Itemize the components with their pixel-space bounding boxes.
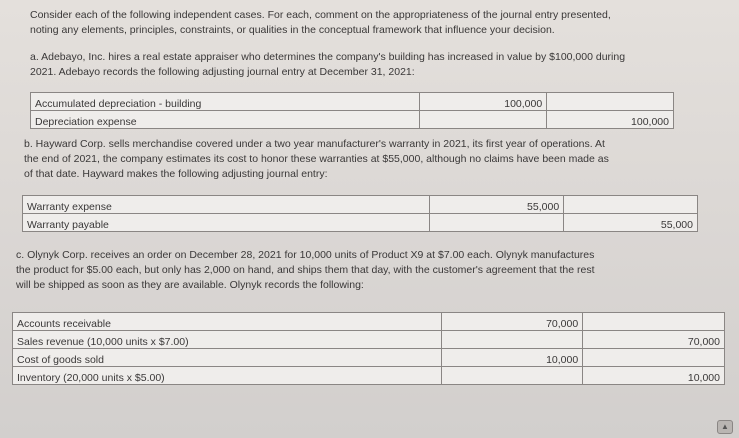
debit-cell [442,367,583,385]
debit-cell: 100,000 [420,93,547,111]
text-line: will be shipped as soon as they are available. Olynyk records the following: [16,279,364,291]
text-line: c. Olynyk Corp. receives an order on December 28, 2021 for 10,000 units of Product X9 at $7.00 each. Olynyk manufactures [16,249,595,261]
credit-cell: 10,000 [583,367,725,385]
text-line: b. Hayward Corp. sells merchandise covered under a two year manufacturer's warranty in 2021, its first year of operations. At [24,138,605,150]
debit-cell [430,214,564,232]
journal-row [13,367,725,385]
debit-cell [420,111,547,129]
case-c-journal-entry [12,312,725,385]
case-a-journal-entry [30,92,674,129]
credit-cell: 100,000 [547,111,674,129]
text-line: noting any elements, principles, constraints, or qualities in the conceptual framework that influence your decision. [30,24,555,36]
debit-cell: 10,000 [442,349,583,367]
debit-cell [442,331,583,349]
case-b-paragraph [24,137,609,182]
credit-cell [564,196,698,214]
account-cell: Sales revenue (10,000 units x $7.00) [13,331,442,349]
debit-cell: 55,000 [430,196,564,214]
account-cell: Depreciation expense [31,111,420,129]
case-c-paragraph [16,248,595,293]
journal-row [31,111,674,129]
account-cell: Inventory (20,000 units x $5.00) [13,367,442,385]
account-cell: Accumulated depreciation - building [31,93,420,111]
account-cell: Cost of goods sold [13,349,442,367]
journal-row [13,349,725,367]
credit-cell: 70,000 [583,331,725,349]
credit-cell [583,349,725,367]
case-b-journal-entry [22,195,698,232]
account-cell: Accounts receivable [13,313,442,331]
debit-cell: 70,000 [442,313,583,331]
text-line: of that date. Hayward makes the following adjusting journal entry: [24,168,328,180]
text-line: Consider each of the following independent cases. For each, comment on the appropriateness of the journal entry presented, [30,9,611,21]
case-a-paragraph [30,50,625,80]
credit-cell: 55,000 [564,214,698,232]
scroll-icon[interactable]: ▲ [717,420,733,434]
text-line: the product for $5.00 each, but only has 2,000 on hand, and ships them that day, with the customer's agreement that the rest [16,264,595,276]
journal-row [13,331,725,349]
account-cell: Warranty expense [23,196,430,214]
intro-paragraph [30,8,611,38]
text-line: a. Adebayo, Inc. hires a real estate appraiser who determines the company's building has increased in value by $100,000 during [30,51,626,63]
text-line: 2021. Adebayo records the following adjusting journal entry at December 31, 2021: [30,66,415,78]
journal-row [23,214,698,232]
text-line: the end of 2021, the company estimates its cost to honor these warranties at $55,000, although no claims have been made as [24,153,609,165]
credit-cell [583,313,725,331]
journal-row [23,196,698,214]
credit-cell [547,93,674,111]
account-cell: Warranty payable [23,214,430,232]
journal-row [13,313,725,331]
journal-row [31,93,674,111]
